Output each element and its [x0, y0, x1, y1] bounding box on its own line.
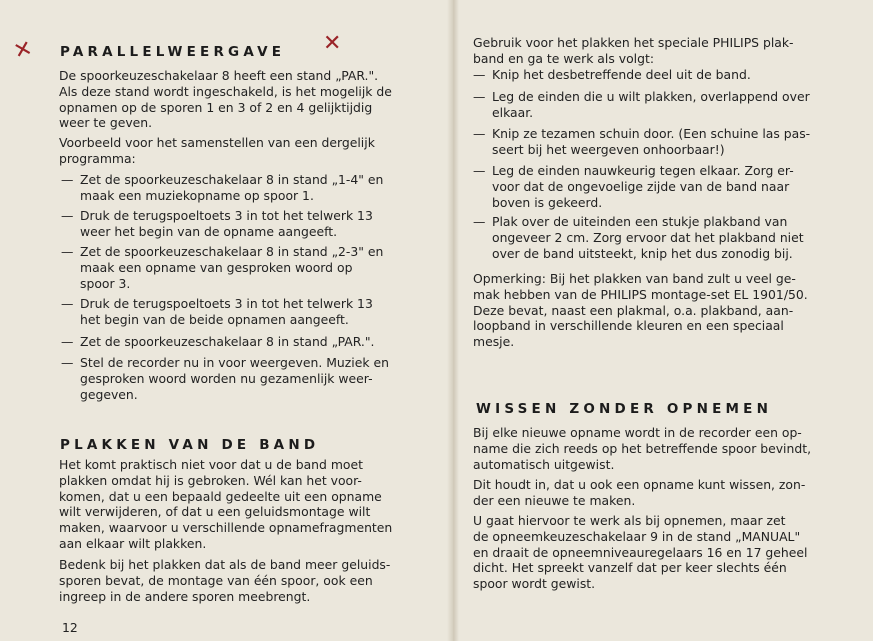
text-line: wilt verwijderen, of dat u een geluidsmontage wilt — [59, 504, 371, 520]
paragraph-plakken-intro — [59, 457, 392, 552]
text-line: seert bij het weergeven onhoorbaar!) — [492, 141, 725, 157]
text-line: het begin van de beide opnamen aangeeft. — [80, 311, 349, 327]
text-line: spoor 3. — [80, 275, 131, 291]
text-line: name die zich reeds op het betreffende spoor bevindt, — [473, 440, 812, 456]
text-line: Het komt praktisch niet voor dat u de band moet — [59, 457, 363, 472]
text-line: voor dat de ongevoelige zijde van de band naar — [492, 178, 790, 194]
text-line: automatisch uitgewist. — [473, 456, 615, 472]
text-line: komen, dat u een bepaald gedeelte uit een opname — [59, 488, 382, 504]
text-line: maak een muziekopname op spoor 1. — [80, 187, 314, 203]
pen-mark-right: ✕ — [323, 31, 342, 56]
text-line: Stel de recorder nu in voor weergeven. Muziek en — [80, 355, 389, 370]
text-line: Leg de einden die u wilt plakken, overlappend over — [492, 89, 810, 104]
dash-bullet: — — [61, 334, 74, 349]
dash-bullet: — — [61, 208, 74, 223]
right-page — [455, 0, 873, 641]
text-line: Deze bevat, naast een plakmal, o.a. plakband, aan- — [473, 302, 794, 318]
paragraph-plakken-note — [59, 557, 390, 604]
dash-bullet: — — [61, 296, 74, 311]
text-line: Plak over de uiteinden een stukje plakband van — [492, 214, 788, 229]
text-line: maak een opname van gesproken woord op — [80, 259, 353, 275]
pen-mark-left: ✕ — [10, 36, 36, 65]
text-line: weer het begin van de opname aangeeft. — [80, 223, 338, 239]
text-line: Als deze stand wordt ingeschakeld, is het mogelijk de — [59, 83, 392, 99]
text-line: aan elkaar wilt plakken. — [59, 535, 207, 551]
dash-bullet: — — [61, 172, 74, 187]
text-line: Zet de spoorkeuzeschakelaar 8 in stand „PAR.". — [80, 334, 375, 349]
text-line: gegeven. — [80, 386, 138, 402]
dash-bullet: — — [473, 163, 486, 178]
text-line: elkaar. — [492, 104, 534, 120]
page-number: 12 — [62, 620, 78, 635]
text-line: Gebruik voor het plakken het speciale PHILIPS plak- — [473, 35, 794, 50]
paragraph-wissen-note — [473, 477, 805, 509]
dash-bullet: — — [61, 355, 74, 370]
text-line: Druk de terugspoeltoets 3 in tot het telwerk 13 — [80, 296, 373, 311]
text-line: boven is gekeerd. — [492, 194, 603, 210]
text-line: Druk de terugspoeltoets 3 in tot het telwerk 13 — [80, 208, 373, 223]
paragraph-example-intro — [59, 135, 375, 167]
paragraph-plakband-intro — [473, 35, 794, 67]
text-line: Voorbeeld voor het samenstellen van een dergelijk — [59, 135, 375, 150]
paragraph-par-intro — [59, 68, 392, 131]
text-line: weer te geven. — [59, 115, 153, 131]
text-line: Knip ze tezamen schuin door. (Een schuine las pas- — [492, 126, 811, 141]
dash-bullet: — — [473, 67, 486, 82]
dash-bullet: — — [473, 214, 486, 229]
paragraph-opmerking — [473, 271, 808, 350]
text-line: ongeveer 2 cm. Zorg ervoor dat het plakband niet — [492, 229, 804, 245]
paragraph-wissen-instructions — [473, 513, 807, 592]
text-line: en draait de opneemniveauregelaars 16 en 17 geheel — [473, 544, 808, 560]
text-line: Dit houdt in, dat u ook een opname kunt wissen, zon- — [473, 477, 806, 492]
text-line: plakken omdat hij is gebroken. Wél kan het voor- — [59, 472, 362, 488]
text-line: Bij elke nieuwe opname wordt in de recorder een op- — [473, 425, 802, 440]
text-line: Bedenk bij het plakken dat als de band meer geluids- — [59, 557, 391, 572]
text-line: Knip het desbetreffende deel uit de band. — [492, 67, 751, 82]
text-line: band en ga te werk als volgt: — [473, 50, 654, 66]
text-line: ingreep in de andere sporen meebrengt. — [59, 588, 311, 604]
text-line: U gaat hiervoor te werk als bij opnemen, maar zet — [473, 513, 786, 528]
text-line: programma: — [59, 150, 136, 166]
text-line: sporen bevat, de montage van één spoor, ook een — [59, 572, 373, 588]
text-line: mesje. — [473, 334, 515, 350]
dash-bullet: — — [61, 244, 74, 259]
text-line: loopband in verschillende kleuren en een speciaal — [473, 318, 784, 334]
heading-wissen-zonder-opnemen: WISSEN ZONDER OPNEMEN — [476, 401, 773, 417]
text-line: Zet de spoorkeuzeschakelaar 8 in stand „2-3" en — [80, 244, 384, 259]
text-line: maken, waarvoor u verschillende opnamefragmenten — [59, 520, 393, 536]
dash-bullet: — — [473, 126, 486, 141]
text-line: dicht. Het spreekt vanzelf dat per keer slechts één — [473, 560, 787, 576]
text-line: Opmerking: Bij het plakken van band zult u veel ge- — [473, 271, 796, 286]
heading-parallelweergave: PARALLELWEERGAVE — [60, 44, 286, 60]
heading-plakken-van-de-band: PLAKKEN VAN DE BAND — [60, 437, 320, 453]
text-line: spoor wordt gewist. — [473, 576, 596, 592]
dash-bullet: — — [473, 89, 486, 104]
text-line: gesproken woord worden nu gezamenlijk weer- — [80, 370, 373, 386]
text-line: Zet de spoorkeuzeschakelaar 8 in stand „1-4" en — [80, 172, 384, 187]
text-line: der een nieuwe te maken. — [473, 492, 636, 508]
text-line: mak hebben van de PHILIPS montage-set EL 1901/50. — [473, 286, 808, 302]
text-line: De spoorkeuzeschakelaar 8 heeft een stand „PAR.". — [59, 68, 379, 83]
text-line: Leg de einden nauwkeurig tegen elkaar. Zorg er- — [492, 163, 794, 178]
paragraph-wissen-intro — [473, 425, 811, 472]
text-line: de opneemkeuzeschakelaar 9 in de stand „MANUAL" — [473, 528, 801, 544]
text-line: over de band uitsteekt, knip het dus zonodig bij. — [492, 245, 793, 261]
text-line: opnamen op de sporen 1 en 3 of 2 en 4 gelijktijdig — [59, 99, 373, 115]
